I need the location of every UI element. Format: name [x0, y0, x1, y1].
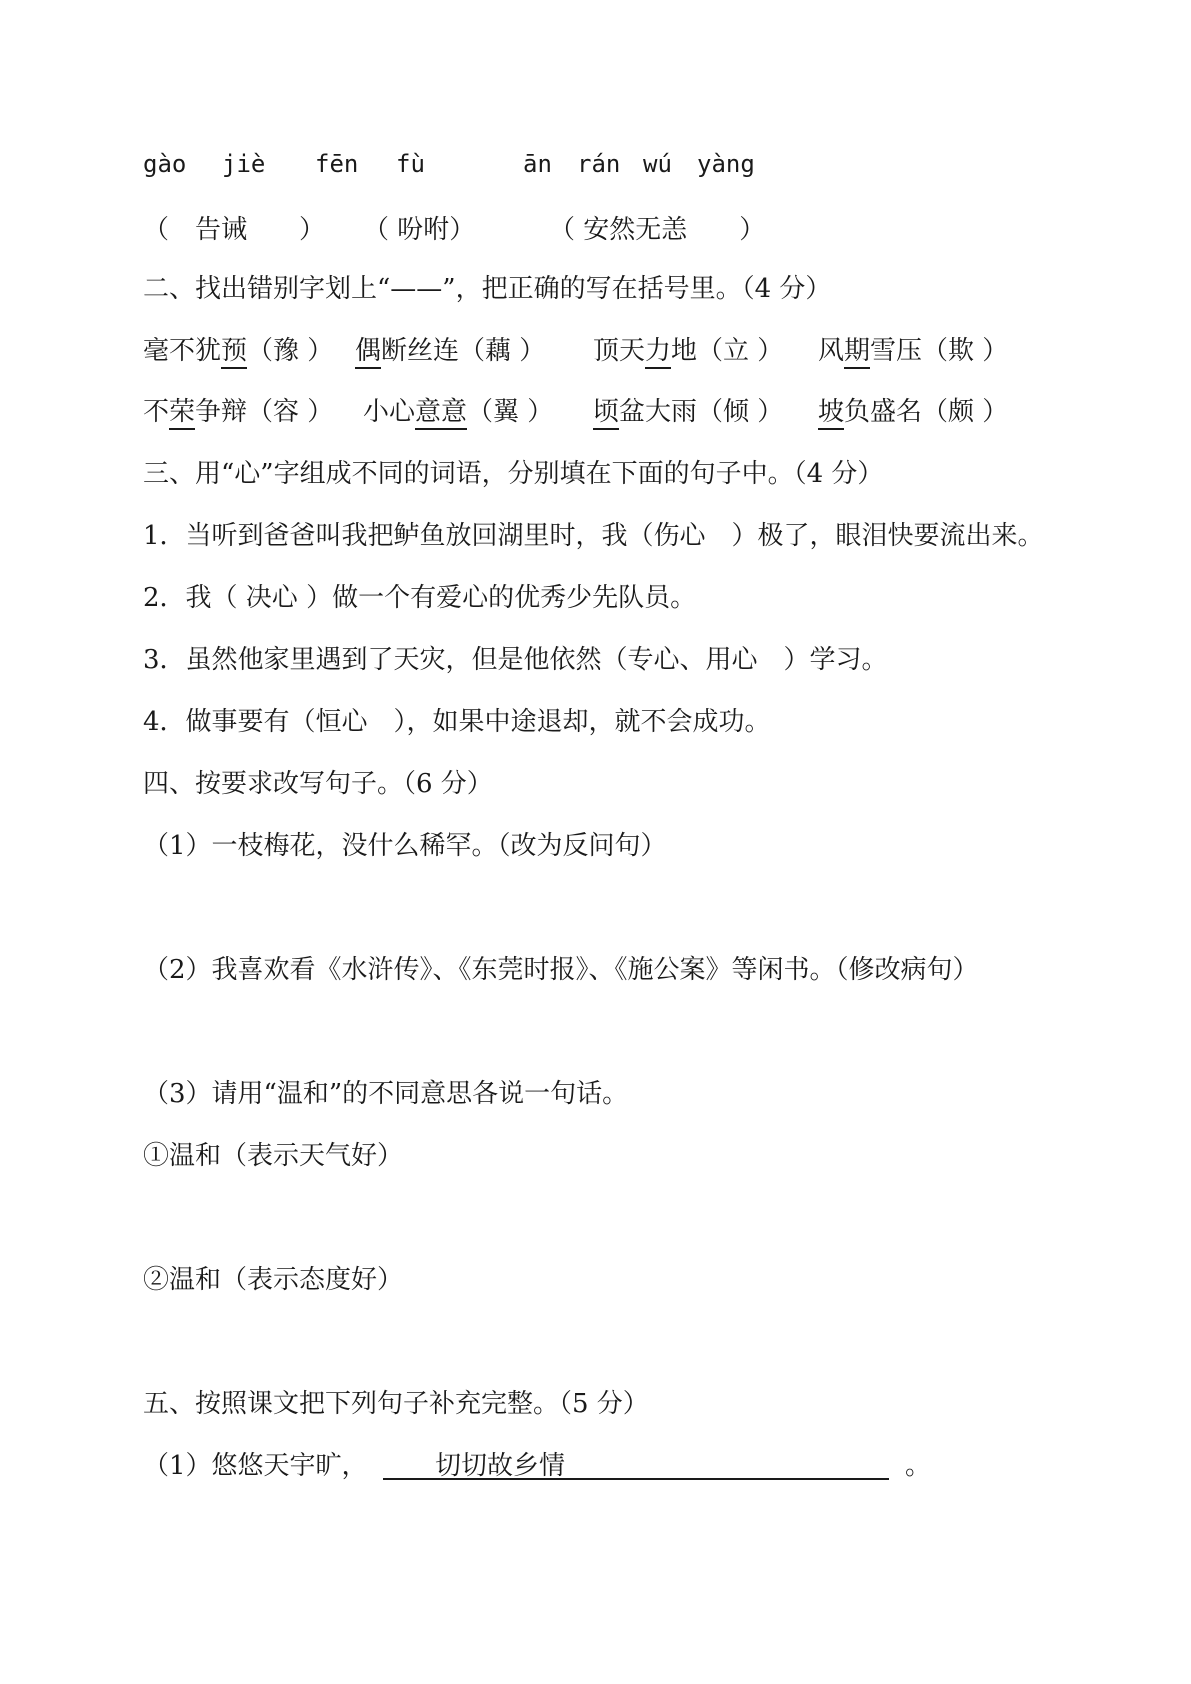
typo-text: 毫不犹	[143, 336, 222, 366]
typo-underlined-char: 期	[844, 336, 870, 369]
fill-sentence-4: 4．做事要有（恒心 ），如果中途退却，就不会成功。	[143, 707, 771, 737]
pinyin-syllable: rán	[577, 150, 621, 178]
typo-text: 顶天	[593, 336, 646, 366]
pinyin-answers	[143, 212, 1043, 248]
typo-correction: 地（立 ）	[671, 336, 784, 366]
typo-row-2	[143, 394, 1103, 432]
sentence-suffix: 。	[905, 1451, 932, 1481]
rewrite-question-2: （2）我喜欢看《水浒传》、《东莞时报》、《施公案》等闲书。（修改病句）	[143, 955, 979, 985]
typo-item	[593, 333, 783, 369]
typo-item	[818, 333, 1008, 369]
typo-underlined-char: 坡	[818, 397, 844, 430]
pinyin-syllable: fù	[396, 150, 425, 178]
pinyin-answer: （ 吩咐）	[363, 215, 476, 245]
typo-correction: 雪压（欺 ）	[870, 336, 1009, 366]
typo-underlined-char: 偶	[355, 336, 381, 369]
pinyin-syllable: yàng	[697, 150, 755, 178]
typo-correction: 断丝连（藕 ）	[381, 336, 546, 366]
typo-underlined-char: 力	[645, 336, 671, 369]
rewrite-sub-2: ②温和（表示态度好）	[143, 1265, 404, 1295]
typo-text: 风	[818, 336, 845, 366]
typo-correction: 盆大雨（倾 ）	[619, 397, 784, 427]
typo-item	[355, 333, 545, 369]
typo-item	[363, 394, 553, 430]
rewrite-question-1: （1）一枝梅花，没什么稀罕。（改为反问句）	[143, 831, 667, 861]
section-5-title: 五、按照课文把下列句子补充完整。（5 分）	[143, 1389, 649, 1419]
typo-underlined-char: 预	[221, 336, 247, 369]
pinyin-answer: （ 告诫 ）	[143, 215, 326, 245]
typo-correction: （豫 ）	[247, 336, 334, 366]
answer-text: 切切故乡情	[435, 1451, 566, 1481]
typo-text: 不	[143, 397, 170, 427]
typo-correction: （翼 ）	[467, 397, 554, 427]
pinyin-row	[143, 146, 1043, 182]
pinyin-answer: （ 安然无恙 ）	[549, 215, 766, 245]
typo-underlined-char: 荣	[169, 397, 195, 430]
rewrite-sub-1: ①温和（表示天气好）	[143, 1141, 404, 1171]
typo-correction: 争辩（容 ）	[195, 397, 334, 427]
typo-item	[818, 394, 1008, 430]
typo-item	[143, 333, 333, 369]
typo-item	[593, 394, 783, 430]
rewrite-question-3: （3）请用“温和”的不同意思各说一句话。	[143, 1079, 629, 1109]
fill-sentence-1: 1．当听到爸爸叫我把鲈鱼放回湖里时，我（伤心 ）极了，眼泪快要流出来。	[143, 521, 1044, 551]
typo-correction: 负盛名（颇 ）	[844, 397, 1009, 427]
typo-text: 小心	[363, 397, 416, 427]
pinyin-syllable: jiè	[222, 150, 266, 178]
typo-underlined-char: 顷	[593, 397, 619, 430]
pinyin-syllable: ān	[523, 150, 552, 178]
fill-sentence-3: 3．虽然他家里遇到了天灾，但是他依然（专心、用心 ）学习。	[143, 645, 888, 675]
fill-sentence-2: 2．我（ 决心 ）做一个有爱心的优秀少先队员。	[143, 583, 697, 613]
section-2-title: 二、找出错别字划上“——”，把正确的写在括号里。（4 分）	[143, 274, 832, 304]
sentence-prefix: （1）悠悠天宇旷，	[143, 1451, 368, 1481]
pinyin-syllable: wú	[643, 150, 672, 178]
pinyin-syllable: gào	[143, 150, 187, 178]
section-3-title: 三、用“心”字组成不同的词语，分别填在下面的句子中。（4 分）	[143, 459, 884, 489]
complete-sentence-1	[143, 1448, 1043, 1488]
typo-item	[143, 394, 333, 430]
answer-blank	[383, 1448, 889, 1480]
typo-row-1	[143, 333, 1103, 371]
section-4-title: 四、按要求改写句子。（6 分）	[143, 769, 493, 799]
typo-underlined-char: 意意	[415, 397, 467, 430]
pinyin-syllable: fēn	[315, 150, 359, 178]
